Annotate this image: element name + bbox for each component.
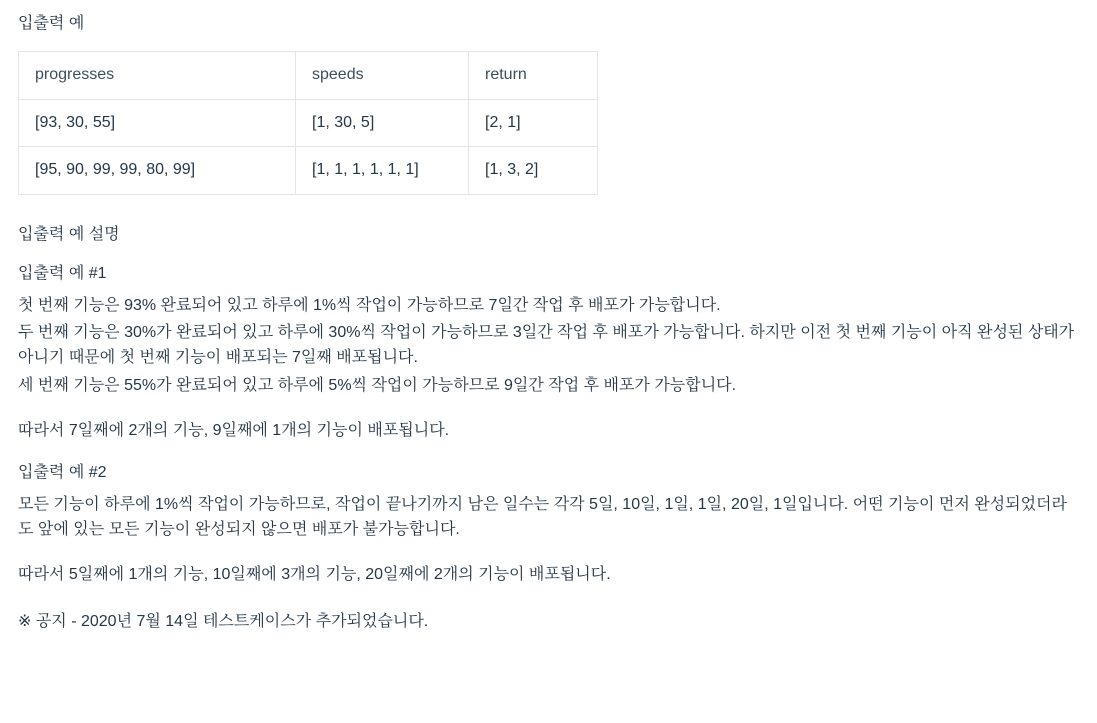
example-1-line-1: 첫 번째 기능은 93% 완료되어 있고 하루에 1%씩 작업이 가능하므로 7일간 작업 후 배포가 가능합니다. [18,296,721,314]
example-2-heading: 입출력 예 #2 [18,464,107,482]
example-1-heading: 입출력 예 #1 [18,264,107,282]
table-row [19,147,598,195]
column-header-return: return [469,51,598,99]
cell-progresses: [95, 90, 99, 99, 80, 99] [19,147,296,195]
column-header-progresses: progresses [19,51,296,99]
table-row [19,99,598,147]
example-1-line-3: 세 번째 기능은 55%가 완료되어 있고 하루에 5%씩 작업이 가능하므로 9일간 작업 후 배포가 가능합니다. [18,376,737,394]
cell-return: [2, 1] [469,99,598,147]
io-example-table [18,51,598,195]
cell-progresses: [93, 30, 55] [19,99,296,147]
table-body [19,99,598,195]
example-1-conclusion: 따라서 7일째에 2개의 기능, 9일째에 1개의 기능이 배포됩니다. [18,421,450,439]
cell-speeds: [1, 1, 1, 1, 1, 1] [296,147,469,195]
explanation-section-title: 입출력 예 설명 [18,226,120,244]
table-header [19,51,598,99]
table-header-row [19,51,598,99]
spacer [18,445,1079,461]
spacer [18,195,1079,223]
cell-speeds: [1, 30, 5] [296,99,469,147]
column-header-speeds: speeds [296,51,469,99]
notice-text: ※ 공지 - 2020년 7월 14일 테스트케이스가 추가되었습니다. [18,612,429,630]
example-2-line-1: 모든 기능이 하루에 1%씩 작업이 가능하므로, 작업이 끝나기까지 남은 일수는 각각 5일, 10일, 1일, 1일, 20일, 1일입니다. 어떤 기능이 먼저 완성되었더라도 앞에 있는 모든 기능이 완성되지 않으면 배포가 불가능합니다. [18,495,1067,539]
example-2-conclusion: 따라서 5일째에 1개의 기능, 10일째에 3개의 기능, 20일째에 2개의 기능이 배포됩니다. [18,566,611,584]
example-1-line-2: 두 번째 기능은 30%가 완료되어 있고 하루에 30%씩 작업이 가능하므로 3일간 작업 후 배포가 가능합니다. 하지만 이전 첫 번째 기능이 아직 완성된 상태가 아니기 때문에 첫 번째 기능이 배포되는 7일째 배포됩니다. [18,324,1075,367]
cell-return: [1, 3, 2] [469,147,598,195]
example-section-title: 입출력 예 [18,15,85,32]
